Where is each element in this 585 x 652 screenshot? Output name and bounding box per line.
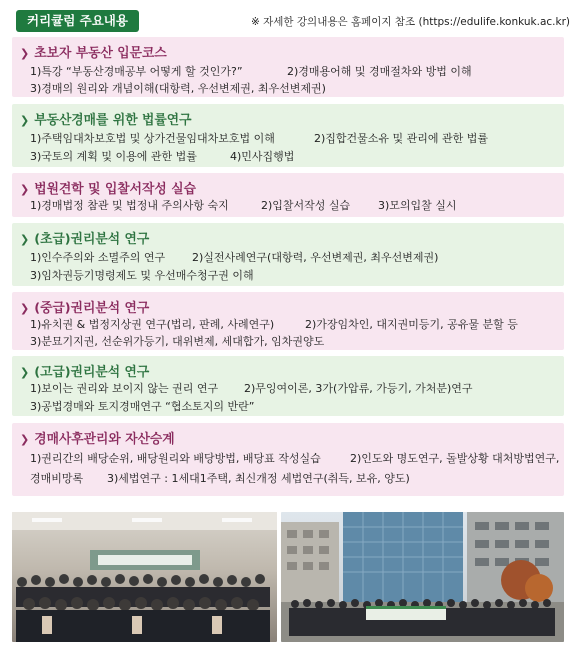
section-title: ❯ 법원견학 및 입찰서작성 실습 [20, 182, 196, 197]
section-basic-rights [12, 223, 564, 286]
curriculum-line: 1)주택임대차보호법 및 상가건물임대차보호법 이해 [30, 132, 275, 145]
chevron-right-icon: ❯ [20, 366, 30, 379]
chevron-right-icon: ❯ [20, 433, 30, 446]
section-intermediate-rights [12, 292, 564, 350]
curriculum-line: 1)특강 “부동산경매공부 어떻게 할 것인가?” [30, 65, 243, 78]
chevron-right-icon: ❯ [20, 47, 30, 60]
section-post-auction [12, 423, 564, 496]
section-title: ❯ (중급)권리분석 연구 [20, 301, 150, 316]
section-title: ❯ (초급)권리분석 연구 [20, 232, 150, 247]
curriculum-line: 2)무잉여이론, 3가(가압류, 가등기, 가처분)연구 [244, 382, 473, 395]
group-photo-outdoor [281, 512, 564, 642]
curriculum-line: 2)경매용어해 및 경매절차와 방법 이해 [287, 65, 472, 78]
curriculum-line: 1)유치권 & 법정지상권 연구(법리, 판례, 사례연구) [30, 318, 275, 331]
curriculum-line: 1)권리간의 배당순위, 배당원리와 배당방법, 배당표 작성실습 [30, 452, 321, 465]
page-header [16, 10, 572, 32]
section-law-research [12, 104, 564, 167]
chevron-right-icon: ❯ [20, 183, 30, 196]
chevron-right-icon: ❯ [20, 233, 30, 246]
section-title: ❯ 초보자 부동산 입문코스 [20, 46, 167, 61]
curriculum-line: 2)입찰서작성 실습 [261, 199, 351, 212]
curriculum-line: 3)국토의 계획 및 이용에 관한 법률 [30, 150, 197, 163]
curriculum-badge: 커리큘럼 주요내용 [16, 10, 139, 32]
curriculum-line: 2)가장임차인, 대지권미등기, 공유물 분할 등 [305, 318, 518, 331]
curriculum-line: 1)인수주의와 소멸주의 연구 [30, 251, 166, 264]
curriculum-line: 1)보이는 권리와 보이지 않는 권리 연구 [30, 382, 219, 395]
section-court-visit [12, 173, 564, 217]
chevron-right-icon: ❯ [20, 114, 30, 127]
chevron-right-icon: ❯ [20, 302, 30, 315]
curriculum-line: 3)공법경매와 토지경매연구 “협소토지의 반란” [30, 400, 255, 413]
curriculum-line: 3)세법연구 : 1세대1주택, 최신개정 세법연구(취득, 보유, 양도) [107, 472, 410, 485]
section-advanced-rights [12, 356, 564, 416]
curriculum-line: 1)경매법정 참관 및 법정내 주의사항 숙지 [30, 199, 229, 212]
homepage-note: ※ 자세한 강의내용은 홈페이지 참조 (https://edulife.konkuk.ac.kr) [251, 16, 570, 28]
curriculum-line: 2)인도와 명도연구, 돌발상황 대처방법연구, [350, 452, 560, 465]
curriculum-line: 3)경매의 원리와 개념이해(대항력, 우선변제권, 최우선변제권) [30, 82, 326, 95]
group-photo-indoor [12, 512, 277, 642]
section-title: ❯ (고급)권리분석 연구 [20, 365, 150, 380]
section-title: ❯ 경매사후관리와 자산승계 [20, 432, 175, 447]
curriculum-line: 경매비망록 [30, 472, 84, 485]
section-title: ❯ 부동산경매를 위한 법률연구 [20, 113, 192, 128]
curriculum-line: 3)분묘기지권, 선순위가등기, 대위변제, 세대합가, 임차권양도 [30, 335, 325, 348]
curriculum-line: 3)임차권등기명령제도 및 우선매수청구권 이해 [30, 269, 254, 282]
curriculum-line: 2)실전사례연구(대항력, 우선변제권, 최우선변제권) [192, 251, 439, 264]
curriculum-line: 3)모의입찰 실시 [378, 199, 457, 212]
curriculum-line: 2)집합건물소유 및 관리에 관한 법률 [314, 132, 489, 145]
section-beginner-course [12, 37, 564, 97]
curriculum-line: 4)민사집행법 [230, 150, 295, 163]
